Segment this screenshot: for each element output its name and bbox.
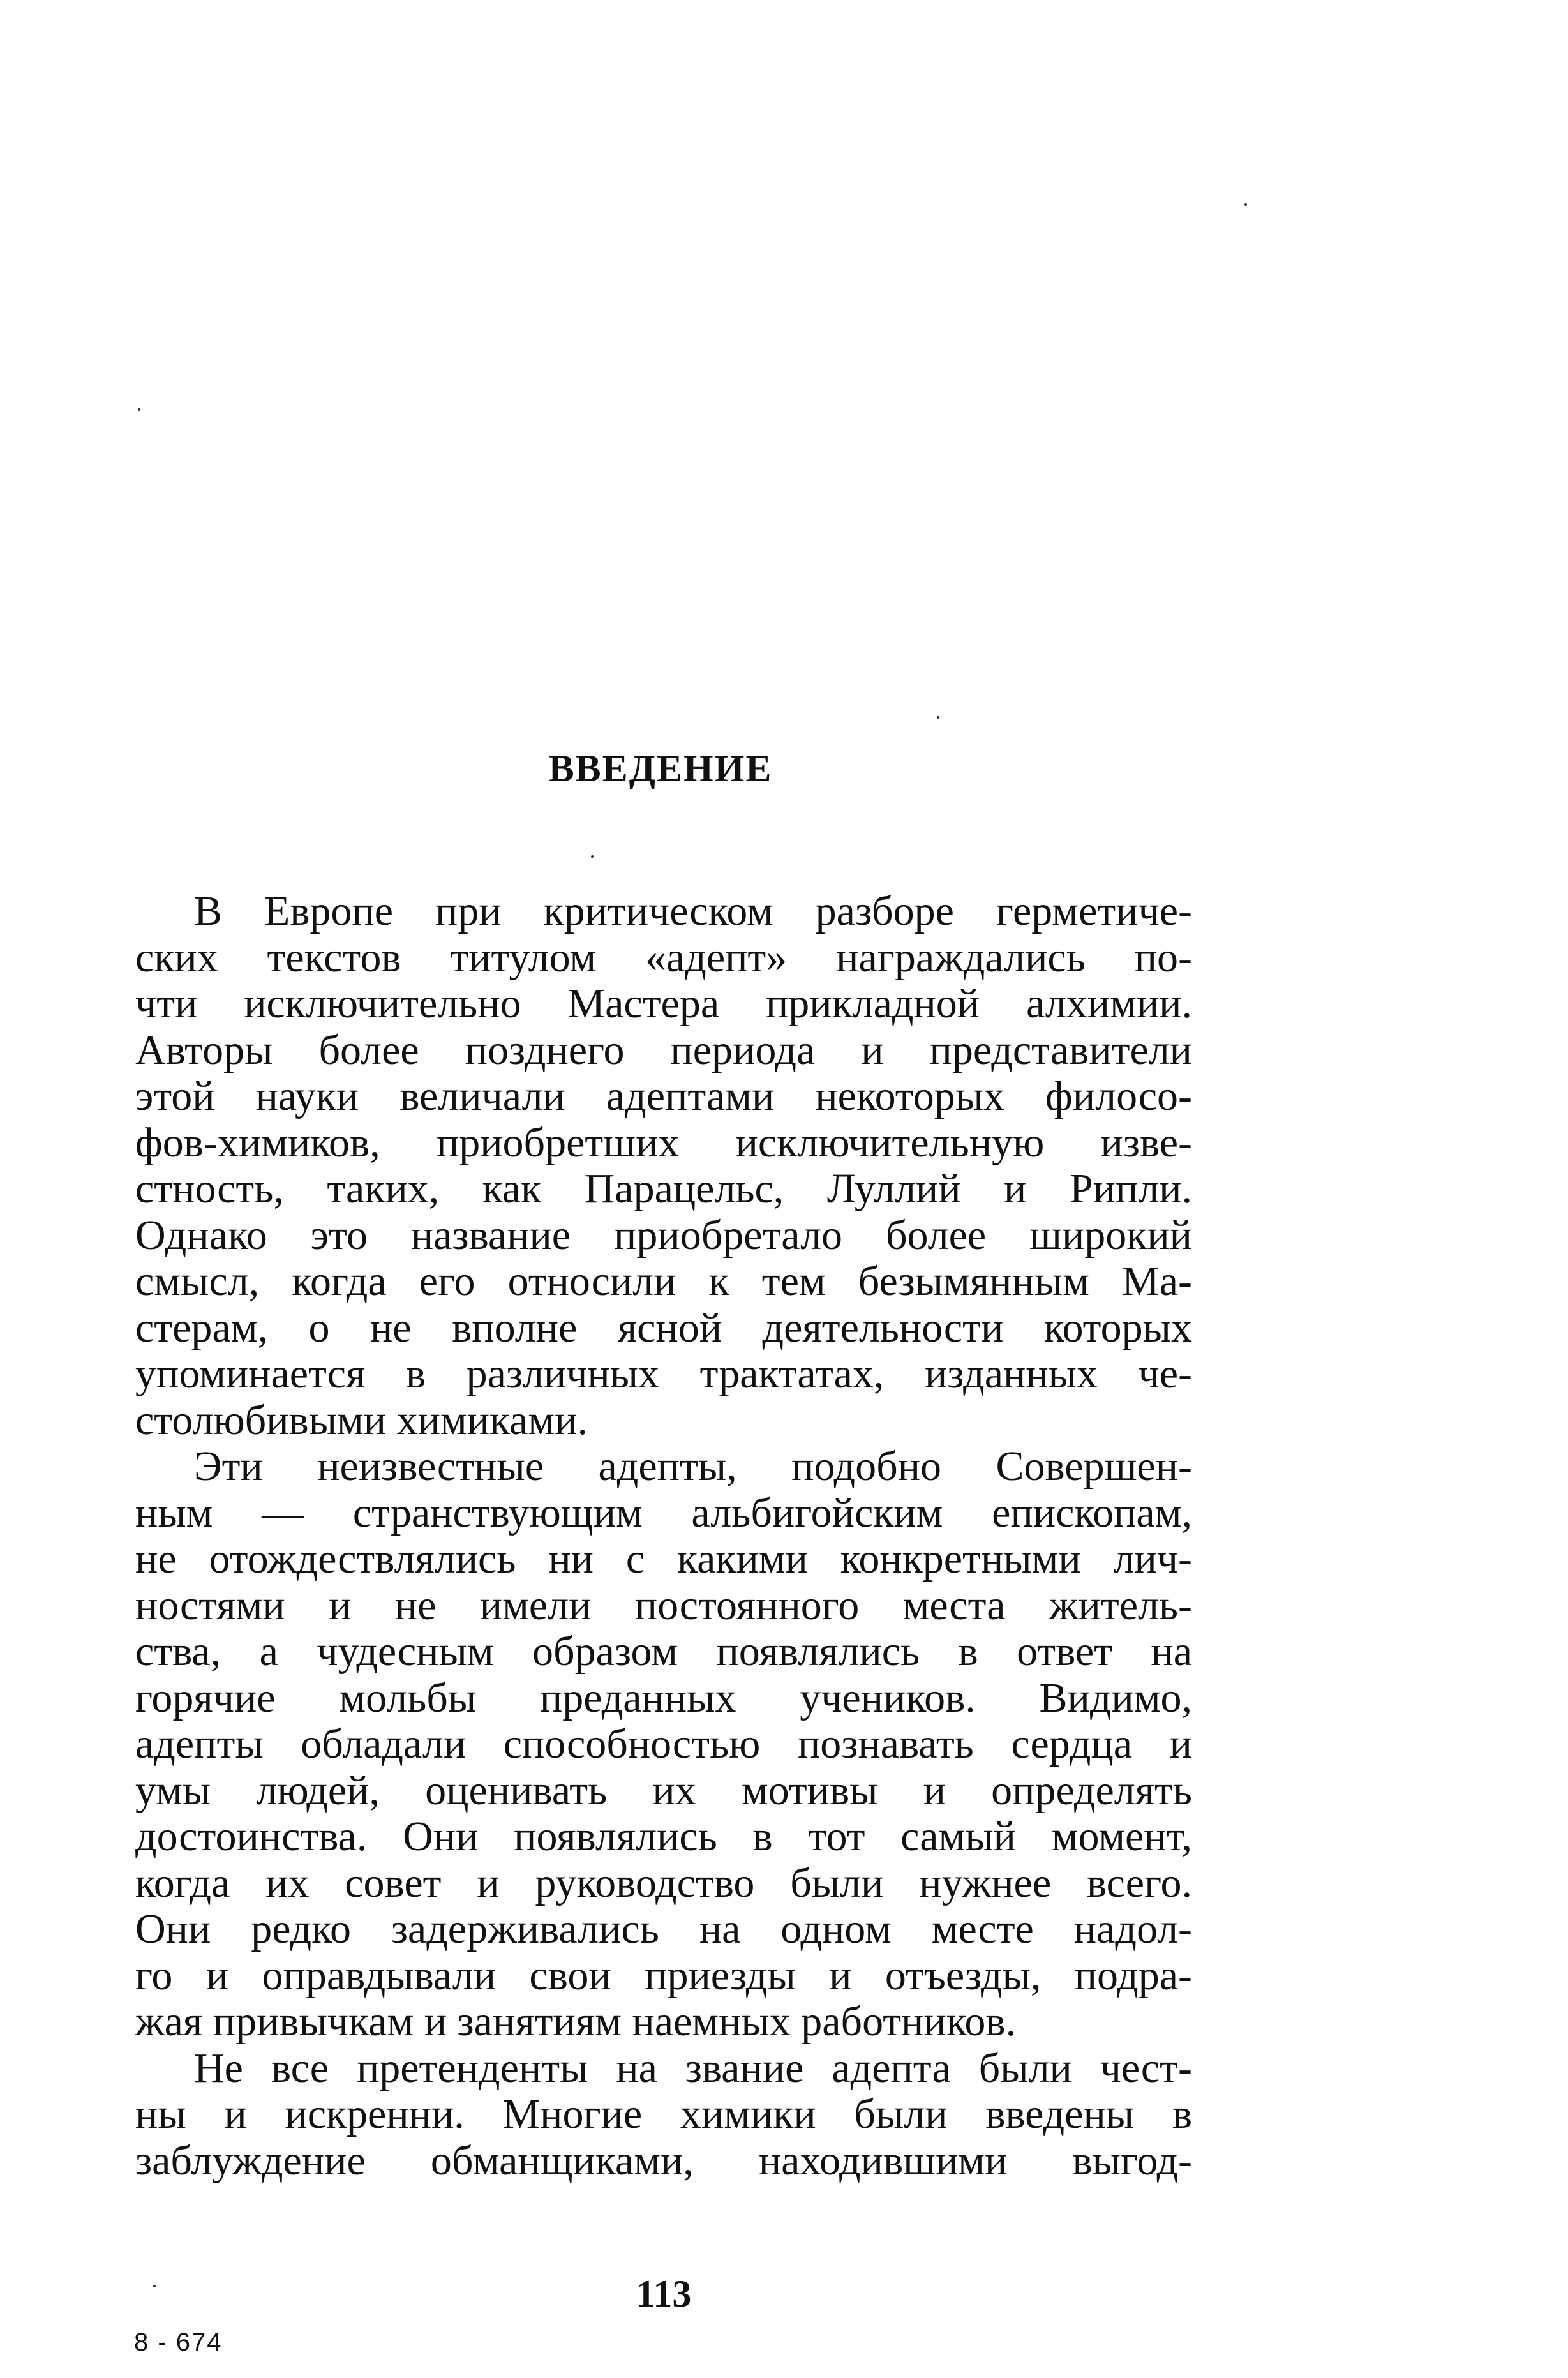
text-line: Они редко задерживались на одном месте надол- xyxy=(135,1906,1192,1952)
text-line: не отождествлялись ни с какими конкретными лич- xyxy=(135,1536,1192,1582)
text-line: Эти неизвестные адепты, подобно Совершен- xyxy=(194,1443,1192,1490)
text-line: Не все претенденты на звание адепта были чест- xyxy=(194,2044,1192,2091)
text-line: заблуждение обманщиками, находившими выгод- xyxy=(135,2137,1192,2184)
text-line: этой науки величали адептами некоторых филосо- xyxy=(135,1073,1192,1119)
chapter-heading: ВВЕДЕНИЕ xyxy=(548,747,773,789)
text-line: ских текстов титулом «адепт» награждались по- xyxy=(135,934,1192,981)
paragraph-3 xyxy=(135,2045,1192,2185)
text-line: ны и искренни. Многие химики были введены в xyxy=(135,2091,1192,2137)
text-line: ства, а чудесным образом появлялись в ответ на xyxy=(135,1628,1192,1675)
text-line: горячие мольбы преданных учеников. Видимо, xyxy=(135,1674,1192,1721)
text-line: столюбивыми химиками. xyxy=(135,1396,588,1444)
text-line: го и оправдывали свои приезды и отъезды, подра- xyxy=(135,1952,1192,1999)
text-line: когда их совет и руководство были нужнее всего. xyxy=(135,1859,1192,1906)
printer-signature: 8 - 674 xyxy=(134,2328,223,2356)
text-line: жая привычкам и занятиям наемных работников. xyxy=(135,1998,1017,2045)
text-line: чти исключительно Мастера прикладной алхимии. xyxy=(135,980,1192,1027)
text-line: достоинства. Они появлялись в тот самый момент, xyxy=(135,1813,1192,1860)
paragraph-2 xyxy=(135,1444,1192,2045)
text-line: ностями и не имели постоянного места житель- xyxy=(135,1582,1192,1629)
text-line: Авторы более позднего периода и представители xyxy=(135,1026,1192,1073)
text-line: фов-химиков, приобретших исключительную изве- xyxy=(135,1119,1192,1166)
scan-speck xyxy=(591,855,594,858)
paragraph-1 xyxy=(135,888,1192,1444)
text-line: стность, таких, как Парацельс, Луллий и Рипли. xyxy=(135,1165,1192,1212)
scan-speck xyxy=(153,2285,156,2287)
text-line: смысл, когда его относили к тем безымянным Ма- xyxy=(135,1258,1192,1305)
scan-speck xyxy=(138,408,140,411)
text-line: упоминается в различных трактатах, изданных че- xyxy=(135,1350,1192,1397)
text-line: В Европе при критическом разборе герметиче- xyxy=(194,888,1192,934)
text-line: стерам, о не вполне ясной деятельности которых xyxy=(135,1304,1192,1351)
scan-speck xyxy=(937,716,939,719)
scan-speck xyxy=(1244,203,1247,206)
page-number: 113 xyxy=(636,2273,692,2315)
text-line: адепты обладали способностью познавать сердца и xyxy=(135,1721,1192,1767)
text-line: Однако это название приобретало более широкий xyxy=(135,1211,1192,1259)
text-line: ным — странствующим альбигойским епископам, xyxy=(135,1489,1192,1536)
body-text xyxy=(135,888,1192,2184)
text-line: умы людей, оценивать их мотивы и определять xyxy=(135,1767,1192,1814)
